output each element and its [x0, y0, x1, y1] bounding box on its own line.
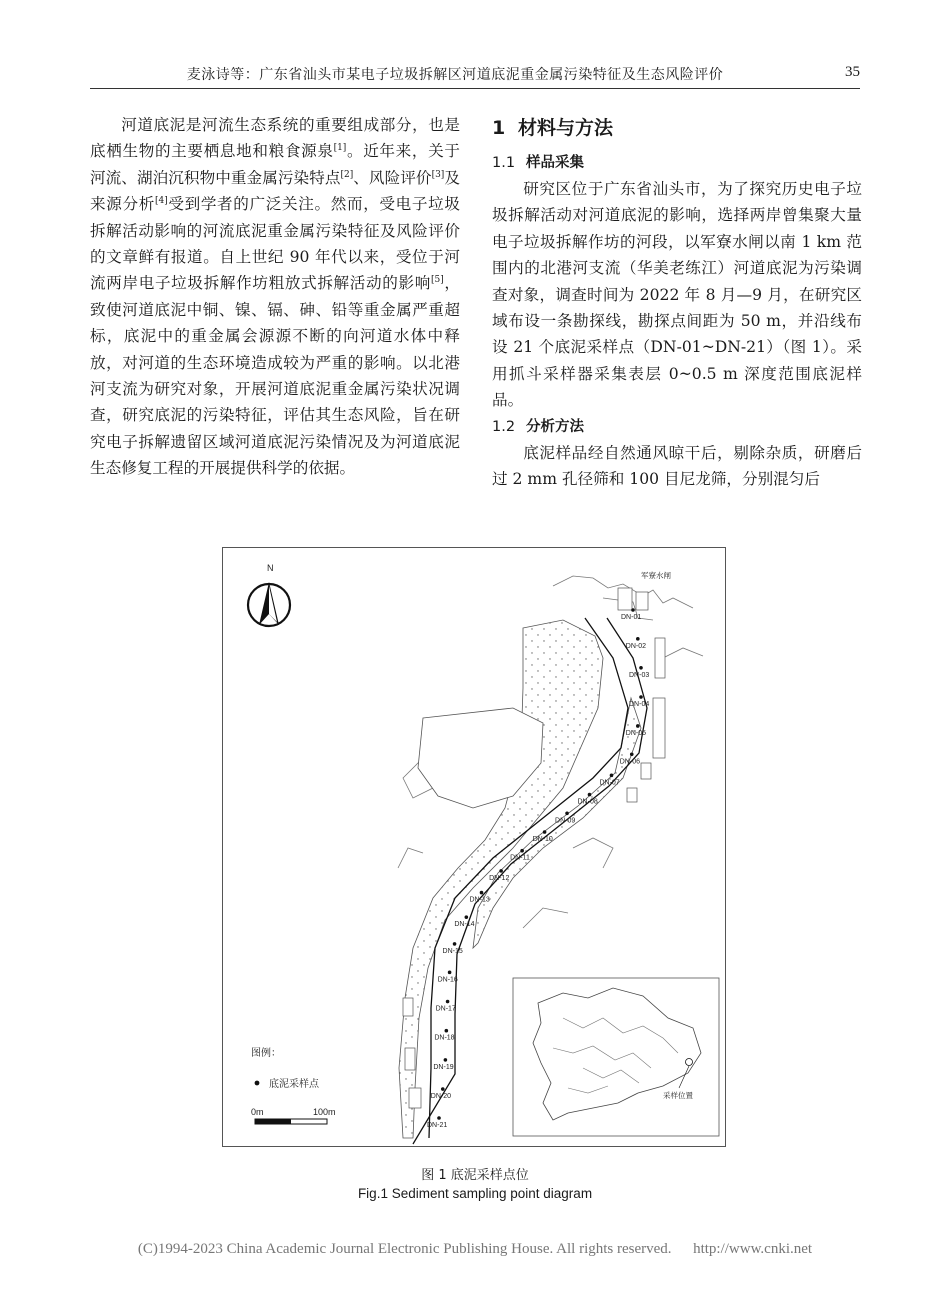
sample-point-label: DN-21	[427, 1122, 448, 1129]
citation-5[interactable]: [5]	[430, 275, 444, 286]
sample-point-label: DN-18	[434, 1034, 455, 1042]
scale-end: 100m	[313, 1107, 336, 1117]
figure-caption-cn: 图 1 底泥采样点位	[421, 1168, 529, 1183]
left-column	[90, 112, 460, 482]
sample-point-label: DN-15	[442, 947, 463, 955]
scale-start: 0m	[251, 1107, 264, 1117]
inset-map	[513, 978, 719, 1136]
sample-point-label: DN-09	[555, 817, 576, 825]
sample-point-icon	[610, 774, 614, 778]
subsection-number: 1.2	[492, 418, 516, 435]
sample-point-label: DN-12	[489, 874, 510, 882]
north-label: N	[267, 563, 274, 573]
legend-title: 图例：	[251, 1048, 281, 1059]
sample-point-label: DN-01	[621, 614, 642, 621]
sampling-paragraph: 研究区位于广东省汕头市，为了探究历史电子垃圾拆解活动对河道底泥的影响，选择两岸曾集聚大量电子垃圾拆解作坊的河段，以军寮水闸以南 1 km 范围内的北港河支流（华美老练江）河道底泥为污染调查对象，调查时间为 2022 年 8 月—9 月，在研究区域布设一条勘探线，勘探点间距为 50 m，并沿线布设 21 个底泥采样点（DN-01~DN-21）（图 1）。采用抓斗采样器采集表层 0~0.5 m 深度范围底泥样品。	[492, 180, 862, 410]
sample-point-label: DN-04	[629, 701, 650, 709]
subsection-title: 样品采集	[526, 155, 584, 171]
sample-point-icon	[631, 608, 635, 612]
intro-text-c: 、风险评价	[353, 168, 432, 187]
right-column	[492, 112, 862, 492]
subsection-heading-1-2	[492, 414, 862, 440]
sample-point-icon	[636, 724, 640, 728]
intro-text-e: 受到学者的广泛关注。然而，受电子垃圾拆解活动影响的河流底泥重金属污染特征及风险评价的文章鲜有报道。自上世纪 90 年代以来，受位于河流两岸电子垃圾拆解作坊粗放式拆解活动的影响	[90, 195, 460, 293]
sample-point-label: DN-02	[625, 642, 647, 650]
analysis-paragraph: 底泥样品经自然通风晾干后，剔除杂质，研磨后过 2 mm 孔径筛和 100 目尼龙筛，分别混匀后	[492, 443, 862, 489]
sample-point-label: DN-10	[532, 836, 553, 844]
section-heading-1	[492, 112, 862, 144]
running-title: 麦泳诗等：广东省汕头市某电子垃圾拆解区河道底泥重金属污染特征及生态风险评价	[186, 67, 724, 83]
intro-text-f: ，致使河道底泥中铜、镍、镉、砷、铅等重金属严重超标，底泥中的重金属会源源不断的向河道水体中释放，对河道的生态环境造成较为严重的影响。以北港河支流为研究对象，开展河道底泥重金属污染状况调查，研究底泥的污染特征，评估其生态风险，旨在研究电子拆解遗留区域河道底泥污染情况及为河道底泥生态修复工程的开展提供科学的依据。	[90, 274, 460, 478]
sampling-map	[223, 548, 725, 1146]
legend-item: 底泥采样点	[269, 1079, 319, 1090]
cnki-link[interactable]: http://www.cnki.net	[693, 1241, 813, 1257]
copyright-footer	[0, 1241, 950, 1258]
sample-point-label: DN-20	[430, 1093, 452, 1101]
sample-point-label: DN-19	[433, 1063, 454, 1071]
sample-point-icon	[445, 1029, 449, 1033]
sample-point-icon	[520, 849, 524, 853]
citation-3[interactable]: [3]	[431, 169, 445, 180]
citation-2[interactable]: [2]	[340, 169, 354, 180]
sample-point-icon	[465, 915, 469, 919]
page-number: 35	[845, 64, 860, 80]
section-number: 1	[492, 117, 506, 139]
sample-point-icon	[499, 869, 503, 873]
sample-point-icon	[588, 793, 592, 797]
north-arrow-icon	[248, 582, 290, 626]
sample-point-icon	[639, 695, 643, 699]
subsection-number: 1.1	[492, 155, 516, 171]
intro-text-a: 河道底泥是河流生态系统的重要组成部分，也是底栖生物的主要栖息地和粮食源泉	[90, 116, 460, 161]
sample-point-icon	[444, 1058, 448, 1062]
sample-point-icon	[636, 637, 640, 641]
sample-point-label: DN-05	[625, 729, 647, 737]
section-title: 材料与方法	[518, 117, 614, 139]
inset-label: 采样位置	[663, 1091, 693, 1100]
subsection-heading-1-1	[492, 150, 862, 176]
figure-caption-en: Fig.1 Sediment sampling point diagram	[357, 1186, 593, 1201]
sample-point-icon	[543, 830, 547, 834]
scale-bar	[255, 1119, 327, 1124]
copyright-text: (C)1994-2023 China Academic Journal Electronic Publishing House. All rights reserved.	[137, 1241, 672, 1257]
citation-1[interactable]: [1]	[333, 143, 347, 154]
sample-point-icon	[639, 666, 643, 670]
sample-point-icon	[453, 942, 457, 946]
intro-paragraph	[90, 112, 460, 482]
sample-point-icon	[437, 1116, 441, 1120]
sample-point-icon	[446, 1000, 450, 1004]
sample-point-label: DN-11	[510, 854, 530, 862]
intro-text-d: 及来源分析	[90, 168, 460, 214]
intro-text-b: 。近年来，关于河流、湖泊沉积物中重金属污染特点	[90, 142, 460, 187]
sample-point-label: DN-07	[599, 779, 620, 787]
citation-4[interactable]: [4]	[154, 196, 168, 207]
sample-point-label: DN-03	[629, 671, 650, 679]
sample-point-icon	[480, 891, 484, 895]
sample-point-label: DN-16	[437, 976, 458, 984]
sample-point-label: DN-06	[619, 758, 640, 766]
sample-point-icon	[630, 752, 634, 756]
subsection-title: 分析方法	[526, 418, 584, 435]
gate-label: 军寮水闸	[641, 571, 671, 580]
sample-point-label: DN-13	[469, 896, 490, 904]
legend-point-icon	[255, 1081, 260, 1086]
sample-point-icon	[448, 971, 452, 975]
sample-point-label: DN-08	[577, 798, 598, 806]
sample-point-label: DN-17	[435, 1005, 456, 1013]
sampling-map-figure	[222, 547, 726, 1147]
sample-point-icon	[565, 811, 569, 815]
running-header	[90, 58, 860, 89]
sample-point-icon	[441, 1087, 445, 1091]
sample-point-label: DN-14	[454, 921, 475, 929]
